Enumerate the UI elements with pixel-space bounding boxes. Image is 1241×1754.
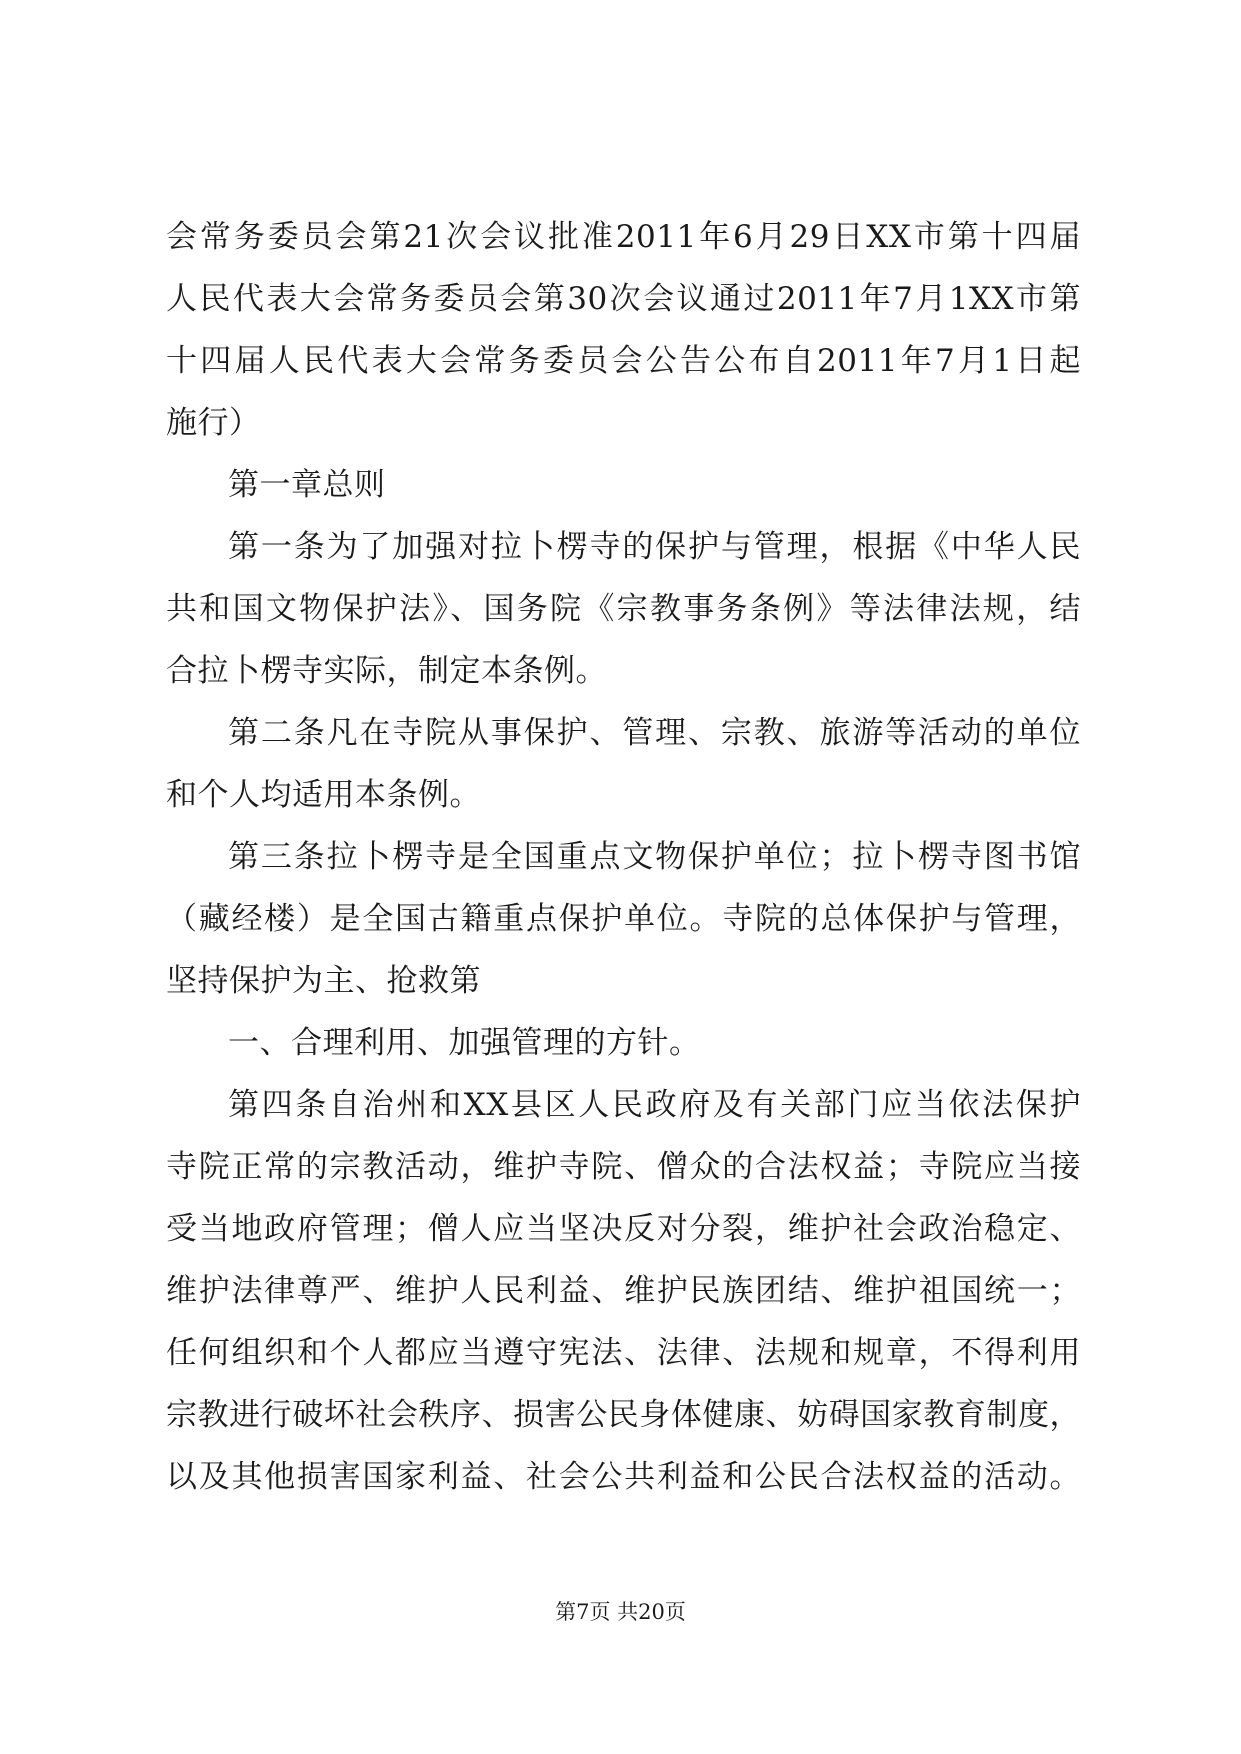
text-line: 维护法律尊严、维护人民利益、维护民族团结、维护祖国统一； [166, 1273, 1081, 1309]
text-line: 第三条拉卜楞寺是全国重点文物保护单位；拉卜楞寺图书馆 [228, 839, 1081, 875]
text-line: 合拉卜楞寺实际，制定本条例。 [166, 653, 607, 689]
text-line: （藏经楼）是全国古籍重点保护单位。寺院的总体保护与管理， [166, 901, 1081, 937]
text-line: 十四届人民代表大会常务委员会公告公布自2011年7月1日起 [166, 343, 1081, 379]
text-line: 宗教进行破坏社会秩序、损害公民身体健康、妨碍国家教育制度， [166, 1397, 1081, 1433]
chapter-heading: 第一章总则 [228, 467, 386, 503]
text-line: 坚持保护为主、抢救第 [166, 963, 481, 999]
text-line: 一、合理利用、加强管理的方针。 [228, 1025, 701, 1061]
text-line: 人民代表大会常务委员会第30次会议通过2011年7月1XX市第 [166, 281, 1081, 317]
text-line: 第四条自治州和XX县区人民政府及有关部门应当依法保护 [228, 1087, 1081, 1123]
document-body [166, 206, 1081, 1508]
text-line: 任何组织和个人都应当遵守宪法、法律、法规和规章，不得利用 [166, 1335, 1081, 1371]
text-line: 以及其他损害国家利益、社会公共利益和公民合法权益的活动。 [166, 1459, 1081, 1495]
text-line: 施行） [166, 405, 261, 441]
text-line: 受当地政府管理；僧人应当坚决反对分裂，维护社会政治稳定、 [166, 1211, 1081, 1247]
text-line: 和个人均适用本条例。 [166, 777, 481, 813]
text-line: 会常务委员会第21次会议批准2011年6月29日XX市第十四届 [166, 219, 1081, 255]
text-line: 共和国文物保护法》、国务院《宗教事务条例》等法律法规，结 [166, 591, 1081, 627]
text-line: 第二条凡在寺院从事保护、管理、宗教、旅游等活动的单位 [228, 715, 1081, 751]
text-line: 第一条为了加强对拉卜楞寺的保护与管理，根据《中华人民 [228, 529, 1081, 565]
text-line: 寺院正常的宗教活动，维护寺院、僧众的合法权益；寺院应当接 [166, 1149, 1081, 1185]
page-footer: 第7页 共20页 [555, 1600, 686, 1624]
